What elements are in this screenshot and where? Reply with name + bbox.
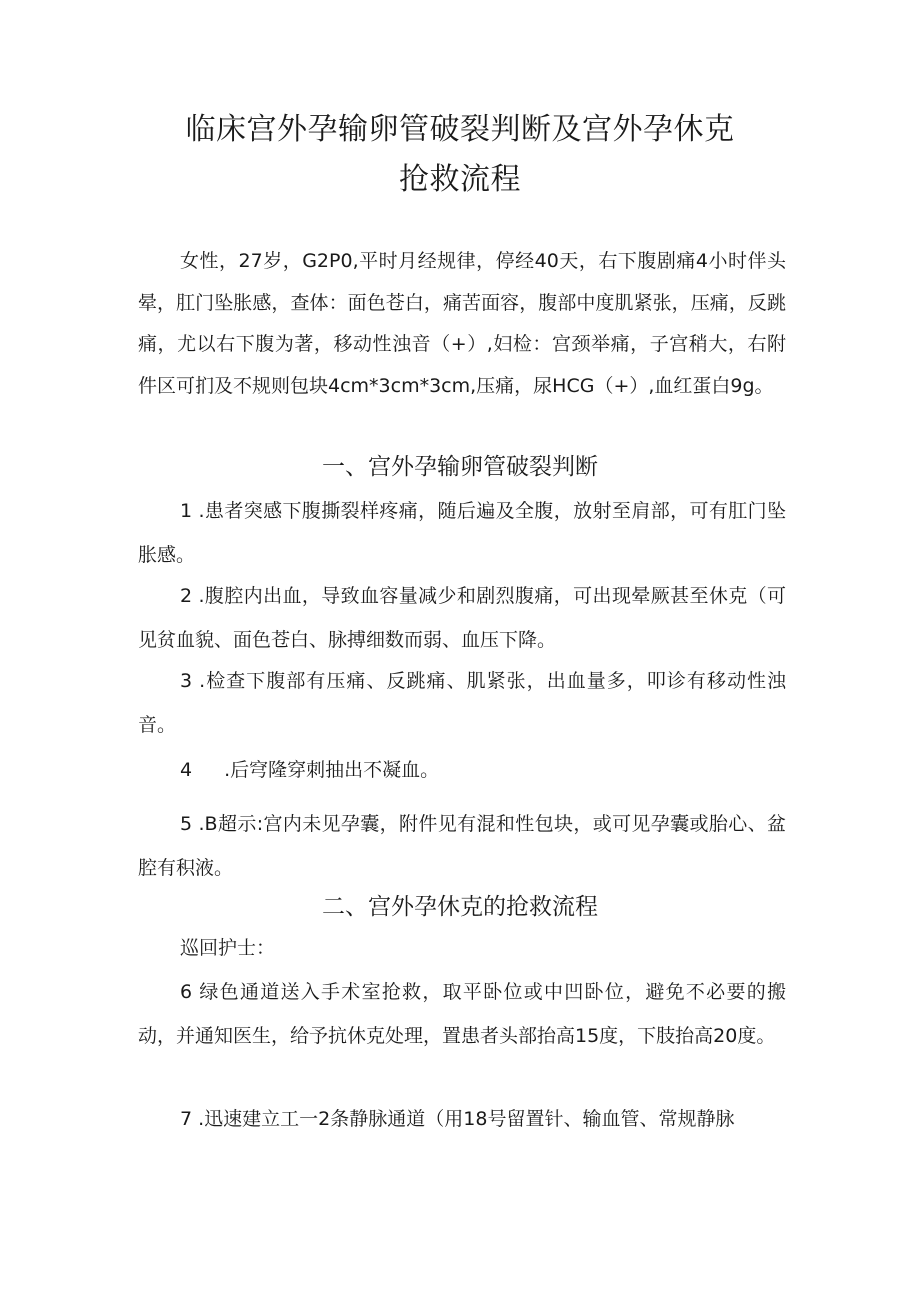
section1-heading: 一、宫外孕输卵管破裂判断 — [322, 454, 598, 480]
section2-item-6 — [138, 970, 786, 1058]
item-text: .B超示:宫内未见孕囊，附件见有混和性包块，或可见孕囊或胎心、盆腔有积液。 — [138, 813, 787, 879]
item-number: 4 — [180, 759, 193, 781]
section1-item-1 — [138, 489, 786, 577]
section2-heading: 二、宫外孕休克的抢救流程 — [322, 894, 598, 920]
section2-item-7 — [138, 1097, 786, 1141]
item-text: .迅速建立工一2条静脉通道（用18号留置针、输血管、常规静脉 — [198, 1108, 735, 1130]
section1-item-4 — [138, 748, 786, 792]
section1-item-5 — [138, 802, 786, 890]
item-number: 1 — [180, 500, 193, 522]
item-text: .腹腔内出血，导致血容量减少和剧烈腹痛，可出现晕厥甚至休克（可见贫血貌、面色苍白、脉搏细数而弱、血压下降。 — [138, 585, 786, 651]
item-text: 绿色通道送入手术室抢救，取平卧位或中凹卧位，避免不必要的搬动，并通知医生，给予抗休克处理，置患者头部抬高15度，下肢抬高20度。 — [138, 981, 786, 1047]
item-text: .检查下腹部有压痛、反跳痛、肌紧张，出血量多，叩诊有移动性浊音。 — [138, 670, 786, 736]
item-text: .患者突感下腹撕裂样疼痛，随后遍及全腹，放射至肩部，可有肛门坠胀感。 — [138, 500, 786, 566]
item-number: 3 — [180, 670, 193, 692]
item-number: 7 — [180, 1108, 193, 1130]
section1-item-2 — [138, 574, 786, 662]
item-number: 5 — [180, 813, 193, 835]
section2-subheading: 巡回护士： — [180, 937, 276, 959]
item-number: 6 — [180, 981, 193, 1003]
item-number: 2 — [180, 585, 193, 607]
item-text: .后穹隆穿刺抽出不凝血。 — [224, 759, 440, 781]
document-title-line1: 临床宫外孕输卵管破裂判断及宫外孕休克 — [185, 112, 735, 147]
section1-item-3 — [138, 659, 786, 747]
case-paragraph: 女性，27岁，G2P0,平时月经规律，停经40天，右下腹剧痛4小时伴头晕，肛门坠胀感，查体：面色苍白，痛苦面容，腹部中度肌紧张，压痛，反跳痛，尤以右下腹为著，移动性浊音（+）,妇检：宫颈举痛，子宫稍大，右附件区可扪及不规则包块4cm*3cm*3cm,压痛，尿HCG（+）,血红蛋白9g。 — [138, 250, 786, 397]
document-title-line2: 抢救流程 — [399, 162, 521, 197]
